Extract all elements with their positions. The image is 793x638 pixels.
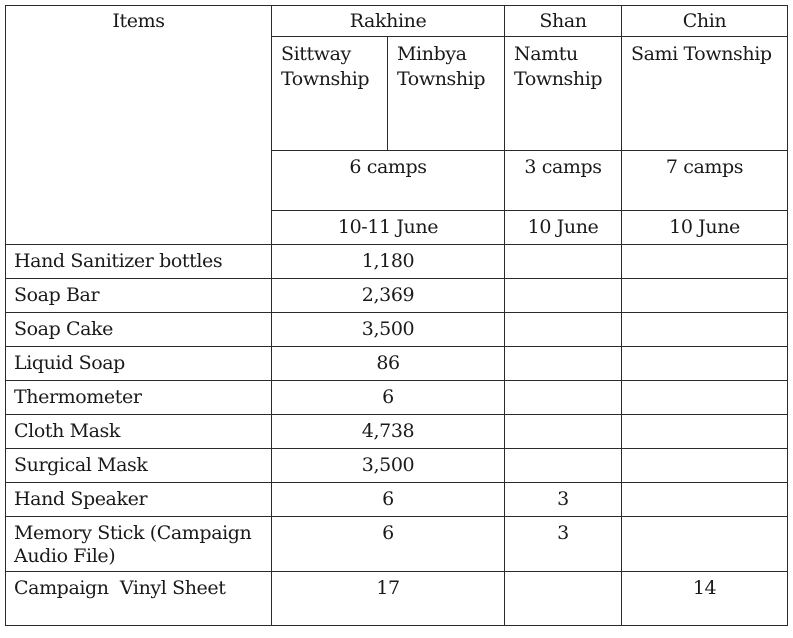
chin-value: 14 bbox=[622, 572, 788, 626]
rakhine-value: 2,369 bbox=[272, 279, 505, 313]
chin-value bbox=[622, 245, 788, 279]
rakhine-value: 17 bbox=[272, 572, 505, 626]
rakhine-value: 4,738 bbox=[272, 415, 505, 449]
header-camps-shan: 3 camps bbox=[505, 151, 622, 211]
rakhine-value: 6 bbox=[272, 517, 505, 572]
header-camps-chin: 7 camps bbox=[622, 151, 788, 211]
item-label: Hand Speaker bbox=[6, 483, 272, 517]
header-township-namtu: Namtu Township bbox=[505, 37, 622, 151]
distribution-table bbox=[5, 5, 788, 626]
header-items: Items bbox=[6, 6, 272, 245]
chin-value bbox=[622, 313, 788, 347]
shan-value bbox=[505, 381, 622, 415]
rakhine-value: 3,500 bbox=[272, 313, 505, 347]
shan-value bbox=[505, 313, 622, 347]
chin-value bbox=[622, 517, 788, 572]
item-label: Cloth Mask bbox=[6, 415, 272, 449]
header-date-shan: 10 June bbox=[505, 211, 622, 245]
header-township-sittway: Sittway Township bbox=[272, 37, 388, 151]
rakhine-value: 1,180 bbox=[272, 245, 505, 279]
table-row bbox=[6, 572, 788, 626]
header-row-regions bbox=[6, 6, 788, 37]
item-label: Thermometer bbox=[6, 381, 272, 415]
item-label: Soap Cake bbox=[6, 313, 272, 347]
header-camps-rakhine: 6 camps bbox=[272, 151, 505, 211]
shan-value: 3 bbox=[505, 517, 622, 572]
table-row bbox=[6, 415, 788, 449]
item-label: Memory Stick (Campaign Audio File) bbox=[6, 517, 272, 572]
header-region-chin: Chin bbox=[622, 6, 788, 37]
shan-value bbox=[505, 572, 622, 626]
table-row bbox=[6, 279, 788, 313]
item-label: Hand Sanitizer bottles bbox=[6, 245, 272, 279]
shan-value bbox=[505, 347, 622, 381]
header-region-shan: Shan bbox=[505, 6, 622, 37]
chin-value bbox=[622, 279, 788, 313]
item-label: Soap Bar bbox=[6, 279, 272, 313]
rakhine-value: 86 bbox=[272, 347, 505, 381]
shan-value bbox=[505, 415, 622, 449]
rakhine-value: 6 bbox=[272, 483, 505, 517]
table-row bbox=[6, 245, 788, 279]
table-row bbox=[6, 381, 788, 415]
header-date-chin: 10 June bbox=[622, 211, 788, 245]
rakhine-value: 3,500 bbox=[272, 449, 505, 483]
table-row bbox=[6, 517, 788, 572]
shan-value bbox=[505, 449, 622, 483]
table-row bbox=[6, 483, 788, 517]
shan-value: 3 bbox=[505, 483, 622, 517]
chin-value bbox=[622, 347, 788, 381]
chin-value bbox=[622, 381, 788, 415]
header-township-minbya: Minbya Township bbox=[388, 37, 505, 151]
header-township-sami: Sami Township bbox=[622, 37, 788, 151]
item-label: Surgical Mask bbox=[6, 449, 272, 483]
item-label: Liquid Soap bbox=[6, 347, 272, 381]
shan-value bbox=[505, 279, 622, 313]
table-row bbox=[6, 449, 788, 483]
chin-value bbox=[622, 415, 788, 449]
chin-value bbox=[622, 483, 788, 517]
chin-value bbox=[622, 449, 788, 483]
table-row bbox=[6, 313, 788, 347]
header-region-rakhine: Rakhine bbox=[272, 6, 505, 37]
shan-value bbox=[505, 245, 622, 279]
rakhine-value: 6 bbox=[272, 381, 505, 415]
header-date-rakhine: 10-11 June bbox=[272, 211, 505, 245]
table-row bbox=[6, 347, 788, 381]
item-label: Campaign Vinyl Sheet bbox=[6, 572, 272, 626]
